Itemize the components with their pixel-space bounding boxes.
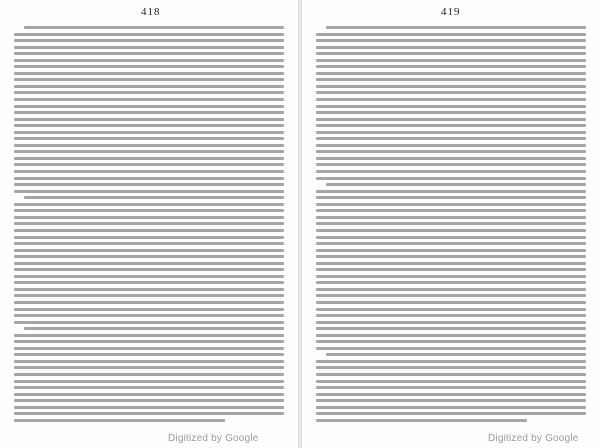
text-line-placeholder <box>316 118 586 121</box>
text-line-placeholder <box>14 373 284 376</box>
text-line-placeholder <box>14 360 284 363</box>
text-line-placeholder <box>316 268 586 271</box>
text-line-placeholder <box>316 157 586 160</box>
digitized-watermark: Digitized by Google <box>488 433 579 444</box>
text-line-placeholder <box>316 46 586 49</box>
text-line-placeholder <box>316 52 586 55</box>
text-line-placeholder <box>316 39 586 42</box>
text-line-placeholder <box>316 85 586 88</box>
right-page <box>302 0 600 448</box>
text-line-placeholder <box>316 347 586 350</box>
text-line-placeholder <box>316 288 586 291</box>
text-line-placeholder <box>14 72 284 75</box>
text-line-placeholder <box>316 301 586 304</box>
text-line-placeholder <box>14 236 284 239</box>
text-line-placeholder <box>14 301 284 304</box>
text-line-placeholder <box>316 170 586 173</box>
text-line-placeholder <box>14 209 284 212</box>
text-line-placeholder <box>14 334 284 337</box>
text-line-placeholder <box>14 222 284 225</box>
page-number: 418 <box>141 6 161 18</box>
text-line-placeholder <box>316 373 586 376</box>
text-line-placeholder <box>14 281 284 284</box>
text-line-placeholder <box>316 340 586 343</box>
text-line-placeholder <box>316 249 586 252</box>
text-line-placeholder <box>316 91 586 94</box>
text-line-placeholder <box>316 124 586 127</box>
text-line-placeholder <box>14 157 284 160</box>
text-line-placeholder <box>316 393 586 396</box>
text-line-placeholder <box>14 33 284 36</box>
text-line-placeholder <box>14 131 284 134</box>
text-line-placeholder <box>316 334 586 337</box>
text-line-placeholder <box>14 229 284 232</box>
text-line-placeholder <box>316 78 586 81</box>
text-line-placeholder <box>326 183 586 186</box>
text-line-placeholder <box>14 380 284 383</box>
text-line-placeholder <box>14 262 284 265</box>
text-line-placeholder <box>316 131 586 134</box>
text-line-placeholder <box>14 412 284 415</box>
text-line-placeholder <box>14 150 284 153</box>
text-line-placeholder <box>316 111 586 114</box>
text-line-placeholder <box>316 229 586 232</box>
text-line-placeholder <box>316 360 586 363</box>
text-line-placeholder <box>316 262 586 265</box>
text-line-placeholder <box>316 419 527 422</box>
text-line-placeholder <box>14 85 284 88</box>
text-line-placeholder <box>14 52 284 55</box>
text-line-placeholder <box>316 144 586 147</box>
text-line-placeholder <box>316 216 586 219</box>
text-line-placeholder <box>316 321 586 324</box>
text-line-placeholder <box>14 419 225 422</box>
text-line-placeholder <box>316 222 586 225</box>
text-line-placeholder <box>316 308 586 311</box>
text-line-placeholder <box>316 65 586 68</box>
text-line-placeholder <box>14 294 284 297</box>
body-text-illegible <box>316 26 586 425</box>
text-line-placeholder <box>14 177 284 180</box>
text-line-placeholder <box>316 33 586 36</box>
text-line-placeholder <box>316 294 586 297</box>
text-line-placeholder <box>24 26 284 29</box>
text-line-placeholder <box>14 288 284 291</box>
text-line-placeholder <box>14 268 284 271</box>
text-line-placeholder <box>14 399 284 402</box>
text-line-placeholder <box>316 399 586 402</box>
text-line-placeholder <box>316 203 586 206</box>
digitized-watermark: Digitized by Google <box>168 433 259 444</box>
text-line-placeholder <box>316 137 586 140</box>
text-line-placeholder <box>14 366 284 369</box>
text-line-placeholder <box>14 163 284 166</box>
text-line-placeholder <box>316 275 586 278</box>
text-line-placeholder <box>316 72 586 75</box>
text-line-placeholder <box>14 124 284 127</box>
text-line-placeholder <box>316 242 586 245</box>
text-line-placeholder <box>14 255 284 258</box>
text-line-placeholder <box>14 353 284 356</box>
text-line-placeholder <box>14 78 284 81</box>
text-line-placeholder <box>316 406 586 409</box>
text-line-placeholder <box>316 236 586 239</box>
text-line-placeholder <box>14 203 284 206</box>
text-line-placeholder <box>14 347 284 350</box>
text-line-placeholder <box>14 275 284 278</box>
text-line-placeholder <box>316 59 586 62</box>
text-line-placeholder <box>14 183 284 186</box>
page-number: 419 <box>441 6 461 18</box>
text-line-placeholder <box>14 170 284 173</box>
text-line-placeholder <box>14 340 284 343</box>
text-line-placeholder <box>14 216 284 219</box>
text-line-placeholder <box>14 249 284 252</box>
text-line-placeholder <box>14 406 284 409</box>
text-line-placeholder <box>14 98 284 101</box>
text-line-placeholder <box>316 255 586 258</box>
text-line-placeholder <box>24 327 284 330</box>
text-line-placeholder <box>316 366 586 369</box>
text-line-placeholder <box>14 91 284 94</box>
text-line-placeholder <box>14 242 284 245</box>
text-line-placeholder <box>326 26 586 29</box>
text-line-placeholder <box>14 39 284 42</box>
text-line-placeholder <box>316 281 586 284</box>
text-line-placeholder <box>14 59 284 62</box>
text-line-placeholder <box>316 163 586 166</box>
text-line-placeholder <box>14 137 284 140</box>
text-line-placeholder <box>316 209 586 212</box>
text-line-placeholder <box>14 111 284 114</box>
text-line-placeholder <box>316 150 586 153</box>
text-line-placeholder <box>14 308 284 311</box>
text-line-placeholder <box>14 65 284 68</box>
text-line-placeholder <box>14 144 284 147</box>
text-line-placeholder <box>316 190 586 193</box>
text-line-placeholder <box>14 321 284 324</box>
text-line-placeholder <box>316 98 586 101</box>
body-text-illegible <box>14 26 284 425</box>
text-line-placeholder <box>24 196 284 199</box>
text-line-placeholder <box>316 105 586 108</box>
text-line-placeholder <box>316 412 586 415</box>
text-line-placeholder <box>14 386 284 389</box>
text-line-placeholder <box>14 118 284 121</box>
text-line-placeholder <box>326 353 586 356</box>
text-line-placeholder <box>316 380 586 383</box>
text-line-placeholder <box>316 327 586 330</box>
text-line-placeholder <box>316 196 586 199</box>
left-page <box>0 0 298 448</box>
text-line-placeholder <box>14 314 284 317</box>
text-line-placeholder <box>316 386 586 389</box>
text-line-placeholder <box>316 314 586 317</box>
text-line-placeholder <box>316 177 586 180</box>
text-line-placeholder <box>14 393 284 396</box>
text-line-placeholder <box>14 190 284 193</box>
text-line-placeholder <box>14 105 284 108</box>
text-line-placeholder <box>14 46 284 49</box>
